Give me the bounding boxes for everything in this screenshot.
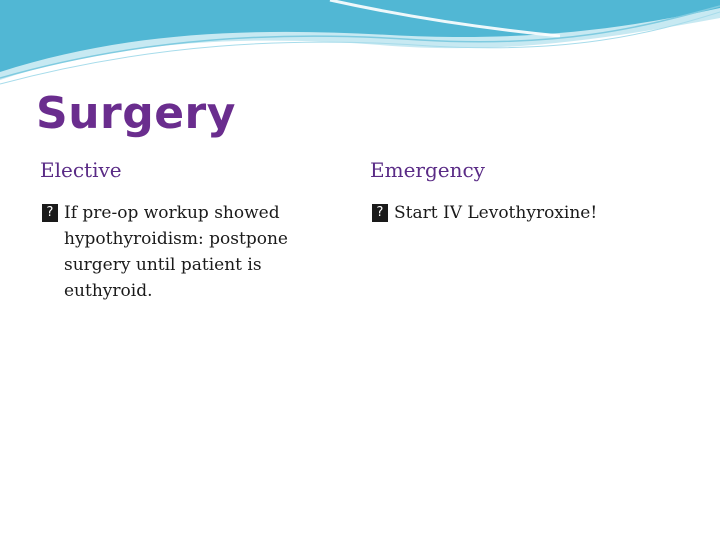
emergency-heading: Emergency: [370, 158, 485, 182]
bullet-glyph-icon: ?: [42, 204, 58, 222]
header-wave-decoration: [0, 0, 720, 90]
emergency-bullet-text: Start IV Levothyroxine!: [394, 203, 598, 223]
bullet-glyph-icon: ?: [372, 204, 388, 222]
elective-heading: Elective: [40, 158, 122, 182]
elective-bullet: [40, 200, 354, 304]
emergency-bullet: [370, 200, 694, 226]
slide-title: Surgery: [36, 88, 236, 139]
elective-bullet-text: If pre-op workup showed hypothyroidism: postpone surgery until patient is euthyroid.: [64, 203, 288, 301]
